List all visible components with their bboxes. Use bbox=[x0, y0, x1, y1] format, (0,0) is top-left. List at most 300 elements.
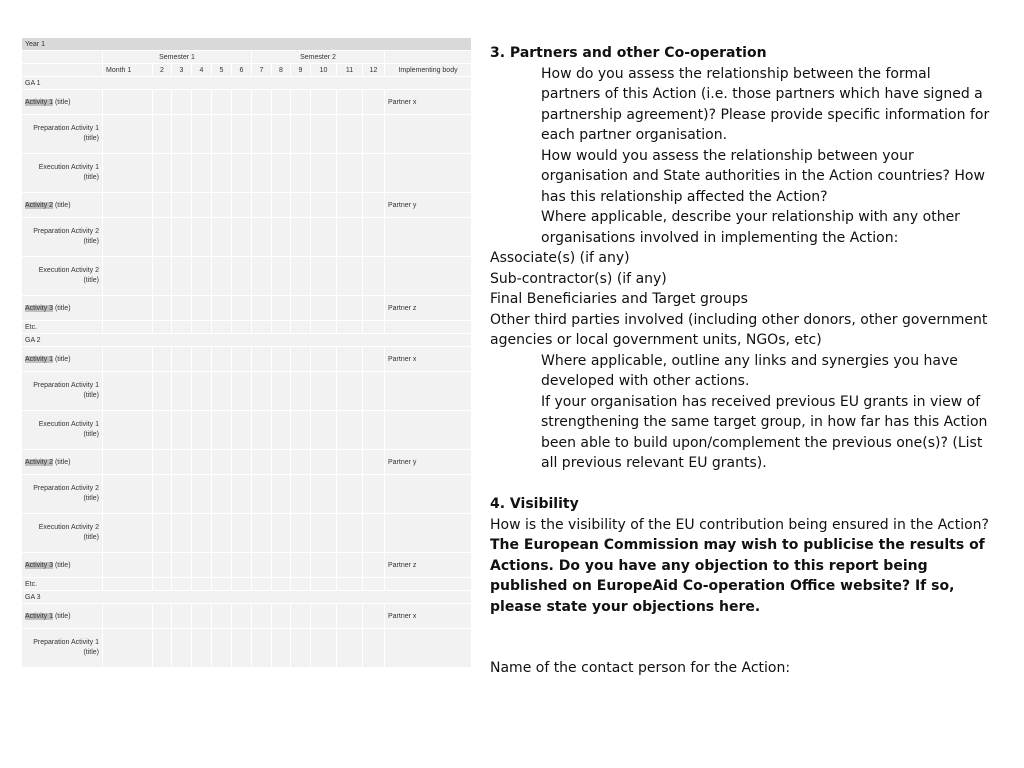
section3-question-3: Where applicable, describe your relationship with any other organisations involved in implementing the Action: bbox=[541, 209, 960, 246]
table-cell bbox=[212, 475, 232, 514]
table-cell bbox=[153, 296, 172, 321]
table-cell bbox=[172, 475, 192, 514]
month-header: 6 bbox=[232, 64, 252, 77]
table-cell bbox=[311, 450, 337, 475]
table-cell bbox=[385, 154, 472, 193]
table-cell bbox=[153, 347, 172, 372]
month-header: 12 bbox=[363, 64, 385, 77]
table-cell bbox=[311, 411, 337, 450]
table-cell bbox=[192, 154, 212, 193]
table-cell bbox=[212, 372, 232, 411]
implementing-partner: Partner x bbox=[385, 90, 472, 115]
table-cell bbox=[192, 321, 212, 334]
table-row bbox=[22, 411, 472, 450]
table-cell bbox=[291, 218, 311, 257]
table-cell bbox=[311, 372, 337, 411]
sub-activity-label: Preparation Activity 1 (title) bbox=[22, 115, 103, 154]
table-cell bbox=[153, 218, 172, 257]
table-cell bbox=[291, 553, 311, 578]
table-cell bbox=[212, 604, 232, 629]
table-cell bbox=[337, 347, 363, 372]
table-cell bbox=[311, 218, 337, 257]
table-row bbox=[22, 218, 472, 257]
table-cell bbox=[103, 257, 153, 296]
table-cell bbox=[311, 115, 337, 154]
table-cell bbox=[153, 475, 172, 514]
table-cell bbox=[232, 578, 252, 591]
activity-name: Activity 1 bbox=[25, 355, 54, 363]
table-cell bbox=[291, 321, 311, 334]
table-cell bbox=[252, 604, 272, 629]
table-cell bbox=[252, 193, 272, 218]
month-header: 11 bbox=[337, 64, 363, 77]
table-cell bbox=[291, 296, 311, 321]
table-cell bbox=[103, 193, 153, 218]
table-cell bbox=[337, 450, 363, 475]
table-cell bbox=[385, 475, 472, 514]
table-cell bbox=[291, 90, 311, 115]
table-cell bbox=[311, 578, 337, 591]
table-cell bbox=[291, 475, 311, 514]
table-cell bbox=[153, 321, 172, 334]
table-cell bbox=[272, 372, 291, 411]
table-cell bbox=[103, 347, 153, 372]
implementing-partner: Partner y bbox=[385, 193, 472, 218]
section3-list-item-third-parties: Other third parties involved (including other donors, other government agencies or local government units, NGOs, etc) bbox=[490, 311, 988, 348]
table-cell bbox=[363, 411, 385, 450]
table-cell bbox=[103, 604, 153, 629]
sub-activity-label: Execution Activity 2 (title) bbox=[22, 514, 103, 553]
month-header: 5 bbox=[212, 64, 232, 77]
table-cell bbox=[232, 257, 252, 296]
ga-label: GA 1 bbox=[22, 77, 472, 90]
table-cell bbox=[272, 553, 291, 578]
table-row bbox=[22, 51, 472, 64]
table-cell bbox=[291, 115, 311, 154]
table-cell bbox=[172, 90, 192, 115]
table-row bbox=[22, 193, 472, 218]
table-cell bbox=[272, 154, 291, 193]
table-cell bbox=[363, 372, 385, 411]
month-header: 9 bbox=[291, 64, 311, 77]
table-cell bbox=[363, 347, 385, 372]
table-cell bbox=[337, 193, 363, 218]
activity-title: (title) bbox=[54, 458, 71, 466]
activity-label bbox=[22, 604, 103, 629]
table-row bbox=[22, 604, 472, 629]
etc-label: Etc. bbox=[22, 321, 103, 334]
activity-name: Activity 1 bbox=[25, 98, 54, 106]
table-cell bbox=[252, 553, 272, 578]
table-row bbox=[22, 578, 472, 591]
table-row bbox=[22, 154, 472, 193]
month-header: 7 bbox=[252, 64, 272, 77]
table-cell bbox=[363, 578, 385, 591]
table-cell bbox=[172, 257, 192, 296]
activity-title: (title) bbox=[54, 561, 71, 569]
table-cell bbox=[252, 321, 272, 334]
table-cell bbox=[192, 411, 212, 450]
contact-person-label: Name of the contact person for the Action: bbox=[490, 660, 791, 676]
section3-question-4: Where applicable, outline any links and synergies you have developed with other actions. bbox=[541, 352, 958, 389]
table-cell bbox=[311, 154, 337, 193]
activity-title: (title) bbox=[54, 612, 71, 620]
table-cell bbox=[385, 629, 472, 668]
table-cell bbox=[212, 578, 232, 591]
table-row bbox=[22, 553, 472, 578]
table-cell bbox=[363, 257, 385, 296]
table-cell bbox=[172, 154, 192, 193]
table-cell bbox=[337, 257, 363, 296]
table-cell bbox=[212, 321, 232, 334]
table-row bbox=[22, 475, 472, 514]
table-cell bbox=[311, 321, 337, 334]
table-cell bbox=[153, 629, 172, 668]
table-cell bbox=[172, 193, 192, 218]
table-cell bbox=[363, 604, 385, 629]
table-cell bbox=[232, 347, 252, 372]
table-cell bbox=[172, 321, 192, 334]
sub-activity-label: Execution Activity 2 (title) bbox=[22, 257, 103, 296]
table-cell bbox=[103, 296, 153, 321]
table-cell bbox=[232, 154, 252, 193]
table-row bbox=[22, 347, 472, 372]
table-cell bbox=[232, 475, 252, 514]
table-cell bbox=[153, 154, 172, 193]
activity-schedule-table bbox=[21, 37, 472, 668]
table-cell bbox=[103, 629, 153, 668]
table-cell bbox=[212, 193, 232, 218]
table-cell bbox=[153, 90, 172, 115]
table-cell bbox=[337, 90, 363, 115]
table-cell bbox=[212, 90, 232, 115]
table-cell bbox=[212, 411, 232, 450]
table-cell bbox=[172, 411, 192, 450]
month-header: 2 bbox=[153, 64, 172, 77]
table-row bbox=[22, 450, 472, 475]
activity-name: Activity 2 bbox=[25, 201, 54, 209]
section3-heading: 3. Partners and other Co-operation bbox=[490, 45, 767, 61]
table-cell bbox=[103, 90, 153, 115]
table-cell bbox=[252, 90, 272, 115]
table-row bbox=[22, 334, 472, 347]
table-cell bbox=[172, 604, 192, 629]
table-cell bbox=[311, 296, 337, 321]
table-cell bbox=[232, 604, 252, 629]
table-cell bbox=[337, 553, 363, 578]
table-cell bbox=[272, 218, 291, 257]
table-cell bbox=[291, 372, 311, 411]
table-cell bbox=[337, 115, 363, 154]
activity-label bbox=[22, 193, 103, 218]
table-cell bbox=[192, 450, 212, 475]
table-cell bbox=[385, 321, 472, 334]
table-cell bbox=[192, 372, 212, 411]
table-cell bbox=[291, 450, 311, 475]
table-cell bbox=[385, 218, 472, 257]
table-cell bbox=[252, 411, 272, 450]
table-cell bbox=[337, 218, 363, 257]
table-cell bbox=[192, 218, 212, 257]
table-cell bbox=[103, 514, 153, 553]
table-cell bbox=[172, 372, 192, 411]
section4-publication-notice: The European Commission may wish to publicise the results of Actions. Do you have any objection to this report being published on EuropeAid Co-operation Office website? If so, please state your objections here. bbox=[490, 537, 985, 615]
table-cell bbox=[272, 629, 291, 668]
implementing-partner: Partner y bbox=[385, 450, 472, 475]
activity-title: (title) bbox=[54, 304, 71, 312]
section4-heading: 4. Visibility bbox=[490, 496, 579, 512]
table-cell bbox=[192, 296, 212, 321]
table-cell bbox=[385, 51, 472, 64]
table-cell bbox=[272, 296, 291, 321]
table-cell bbox=[103, 154, 153, 193]
table-cell bbox=[153, 411, 172, 450]
table-cell bbox=[212, 347, 232, 372]
table-cell bbox=[291, 604, 311, 629]
table-cell bbox=[153, 257, 172, 296]
table-cell bbox=[311, 193, 337, 218]
month-header: 10 bbox=[311, 64, 337, 77]
table-cell bbox=[363, 553, 385, 578]
month-header: 3 bbox=[172, 64, 192, 77]
section3-question-1: How do you assess the relationship between the formal partners of this Action (i.e. those partners which have signed a partnership agreement)? Please provide specific information for each partner organisation. bbox=[541, 65, 990, 143]
table-cell bbox=[153, 450, 172, 475]
section3-question-2: How would you assess the relationship between your organisation and State authorities in the Action countries? How has this relationship affected the Action? bbox=[541, 147, 985, 205]
table-cell bbox=[103, 475, 153, 514]
table-cell bbox=[252, 296, 272, 321]
table-cell bbox=[272, 347, 291, 372]
table-cell bbox=[385, 372, 472, 411]
table-cell bbox=[103, 115, 153, 154]
table-cell bbox=[212, 154, 232, 193]
table-cell bbox=[252, 450, 272, 475]
table-cell bbox=[272, 321, 291, 334]
section3-list-item-associates: Associate(s) (if any) bbox=[490, 250, 630, 266]
table-cell bbox=[311, 629, 337, 668]
table-cell bbox=[272, 604, 291, 629]
table-cell bbox=[311, 553, 337, 578]
table-row bbox=[22, 64, 472, 77]
table-cell bbox=[363, 514, 385, 553]
table-cell bbox=[272, 115, 291, 154]
table-cell bbox=[363, 154, 385, 193]
activity-title: (title) bbox=[54, 355, 71, 363]
table-cell bbox=[103, 321, 153, 334]
table-cell bbox=[172, 514, 192, 553]
table-cell bbox=[103, 372, 153, 411]
table-cell bbox=[291, 411, 311, 450]
table-cell bbox=[291, 514, 311, 553]
table-cell bbox=[311, 475, 337, 514]
table-row bbox=[22, 77, 472, 90]
table-cell bbox=[252, 218, 272, 257]
table-cell bbox=[172, 629, 192, 668]
table-cell bbox=[337, 372, 363, 411]
table-cell bbox=[212, 115, 232, 154]
activity-label bbox=[22, 347, 103, 372]
sub-activity-label: Execution Activity 1 (title) bbox=[22, 154, 103, 193]
table-cell bbox=[172, 296, 192, 321]
activity-name: Activity 1 bbox=[25, 612, 54, 620]
table-cell bbox=[103, 553, 153, 578]
table-cell bbox=[192, 257, 212, 296]
table-cell bbox=[232, 514, 252, 553]
table-cell bbox=[192, 629, 212, 668]
table-cell bbox=[212, 257, 232, 296]
table-cell bbox=[311, 347, 337, 372]
table-cell bbox=[291, 578, 311, 591]
table-cell bbox=[272, 257, 291, 296]
activity-title: (title) bbox=[54, 201, 71, 209]
table-cell bbox=[172, 450, 192, 475]
table-cell bbox=[192, 578, 212, 591]
table-cell bbox=[337, 578, 363, 591]
table-cell bbox=[172, 347, 192, 372]
month-header: 8 bbox=[272, 64, 291, 77]
table-row bbox=[22, 38, 472, 51]
table-cell bbox=[232, 218, 252, 257]
table-cell bbox=[363, 115, 385, 154]
implementing-partner: Partner z bbox=[385, 553, 472, 578]
table-cell bbox=[153, 193, 172, 218]
table-cell bbox=[232, 629, 252, 668]
table-cell bbox=[272, 450, 291, 475]
table-cell bbox=[192, 514, 212, 553]
activity-label bbox=[22, 450, 103, 475]
table-cell bbox=[22, 64, 103, 77]
ga-label: GA 3 bbox=[22, 591, 472, 604]
activity-name: Activity 2 bbox=[25, 458, 54, 466]
implementing-partner: Partner x bbox=[385, 604, 472, 629]
table-cell bbox=[291, 629, 311, 668]
table-cell bbox=[232, 553, 252, 578]
table-cell bbox=[103, 411, 153, 450]
table-cell bbox=[363, 475, 385, 514]
table-cell bbox=[192, 193, 212, 218]
table-cell bbox=[272, 578, 291, 591]
table-cell bbox=[291, 154, 311, 193]
table-cell bbox=[337, 411, 363, 450]
table-cell bbox=[363, 321, 385, 334]
table-cell bbox=[153, 372, 172, 411]
table-cell bbox=[192, 475, 212, 514]
activity-label bbox=[22, 553, 103, 578]
table-cell bbox=[153, 553, 172, 578]
table-cell bbox=[385, 578, 472, 591]
year-label: Year 1 bbox=[22, 38, 472, 51]
table-cell bbox=[172, 218, 192, 257]
activity-title: (title) bbox=[54, 98, 71, 106]
table-cell bbox=[311, 257, 337, 296]
table-cell bbox=[252, 347, 272, 372]
table-cell bbox=[337, 629, 363, 668]
table-row bbox=[22, 514, 472, 553]
table-cell bbox=[192, 115, 212, 154]
table-cell bbox=[385, 514, 472, 553]
table-cell bbox=[252, 372, 272, 411]
table-cell bbox=[337, 475, 363, 514]
table-cell bbox=[103, 450, 153, 475]
table-cell bbox=[153, 604, 172, 629]
table-cell bbox=[311, 604, 337, 629]
table-cell bbox=[363, 193, 385, 218]
section4-question-1: How is the visibility of the EU contribution being ensured in the Action? bbox=[490, 516, 989, 533]
semester2-label: Semester 2 bbox=[252, 51, 385, 64]
table-cell bbox=[337, 514, 363, 553]
sub-activity-label: Preparation Activity 2 (title) bbox=[22, 218, 103, 257]
table-row bbox=[22, 372, 472, 411]
ga-label: GA 2 bbox=[22, 334, 472, 347]
table-row bbox=[22, 296, 472, 321]
table-cell bbox=[272, 411, 291, 450]
table-cell bbox=[172, 553, 192, 578]
table-row bbox=[22, 115, 472, 154]
section3-list-item-beneficiaries: Final Beneficiaries and Target groups bbox=[490, 291, 748, 307]
table-cell bbox=[363, 90, 385, 115]
table-cell bbox=[192, 604, 212, 629]
table-cell bbox=[172, 578, 192, 591]
activity-label bbox=[22, 90, 103, 115]
table-cell bbox=[363, 218, 385, 257]
table-row bbox=[22, 629, 472, 668]
table-row bbox=[22, 591, 472, 604]
table-cell bbox=[212, 514, 232, 553]
table-cell bbox=[363, 450, 385, 475]
table-cell bbox=[232, 90, 252, 115]
table-cell bbox=[192, 553, 212, 578]
activity-label bbox=[22, 296, 103, 321]
table-cell bbox=[385, 115, 472, 154]
table-cell bbox=[291, 347, 311, 372]
activity-name: Activity 3 bbox=[25, 561, 54, 569]
month-header: 4 bbox=[192, 64, 212, 77]
table-cell bbox=[272, 193, 291, 218]
table-cell bbox=[311, 514, 337, 553]
table-cell bbox=[103, 218, 153, 257]
table-cell bbox=[252, 154, 272, 193]
sub-activity-label: Execution Activity 1 (title) bbox=[22, 411, 103, 450]
table-cell bbox=[232, 115, 252, 154]
table-row bbox=[22, 321, 472, 334]
table-cell bbox=[232, 411, 252, 450]
semester1-label: Semester 1 bbox=[103, 51, 252, 64]
table-cell bbox=[212, 296, 232, 321]
sub-activity-label: Preparation Activity 1 (title) bbox=[22, 372, 103, 411]
report-instructions bbox=[490, 43, 990, 679]
table-cell bbox=[232, 372, 252, 411]
table-cell bbox=[337, 321, 363, 334]
table-cell bbox=[153, 578, 172, 591]
section3-list-item-subcontractors: Sub-contractor(s) (if any) bbox=[490, 270, 667, 287]
table-cell bbox=[153, 115, 172, 154]
sub-activity-label: Preparation Activity 2 (title) bbox=[22, 475, 103, 514]
table-cell bbox=[337, 296, 363, 321]
table-cell bbox=[311, 90, 337, 115]
sub-activity-label: Preparation Activity 1 (title) bbox=[22, 629, 103, 668]
table-cell bbox=[232, 193, 252, 218]
table-cell bbox=[22, 51, 103, 64]
table-cell bbox=[363, 296, 385, 321]
table-cell bbox=[272, 90, 291, 115]
table-cell bbox=[291, 193, 311, 218]
table-row bbox=[22, 257, 472, 296]
table-cell bbox=[153, 514, 172, 553]
table-cell bbox=[337, 154, 363, 193]
table-cell bbox=[212, 629, 232, 668]
month-1-header: Month 1 bbox=[103, 64, 153, 77]
table-cell bbox=[232, 450, 252, 475]
table-row bbox=[22, 90, 472, 115]
